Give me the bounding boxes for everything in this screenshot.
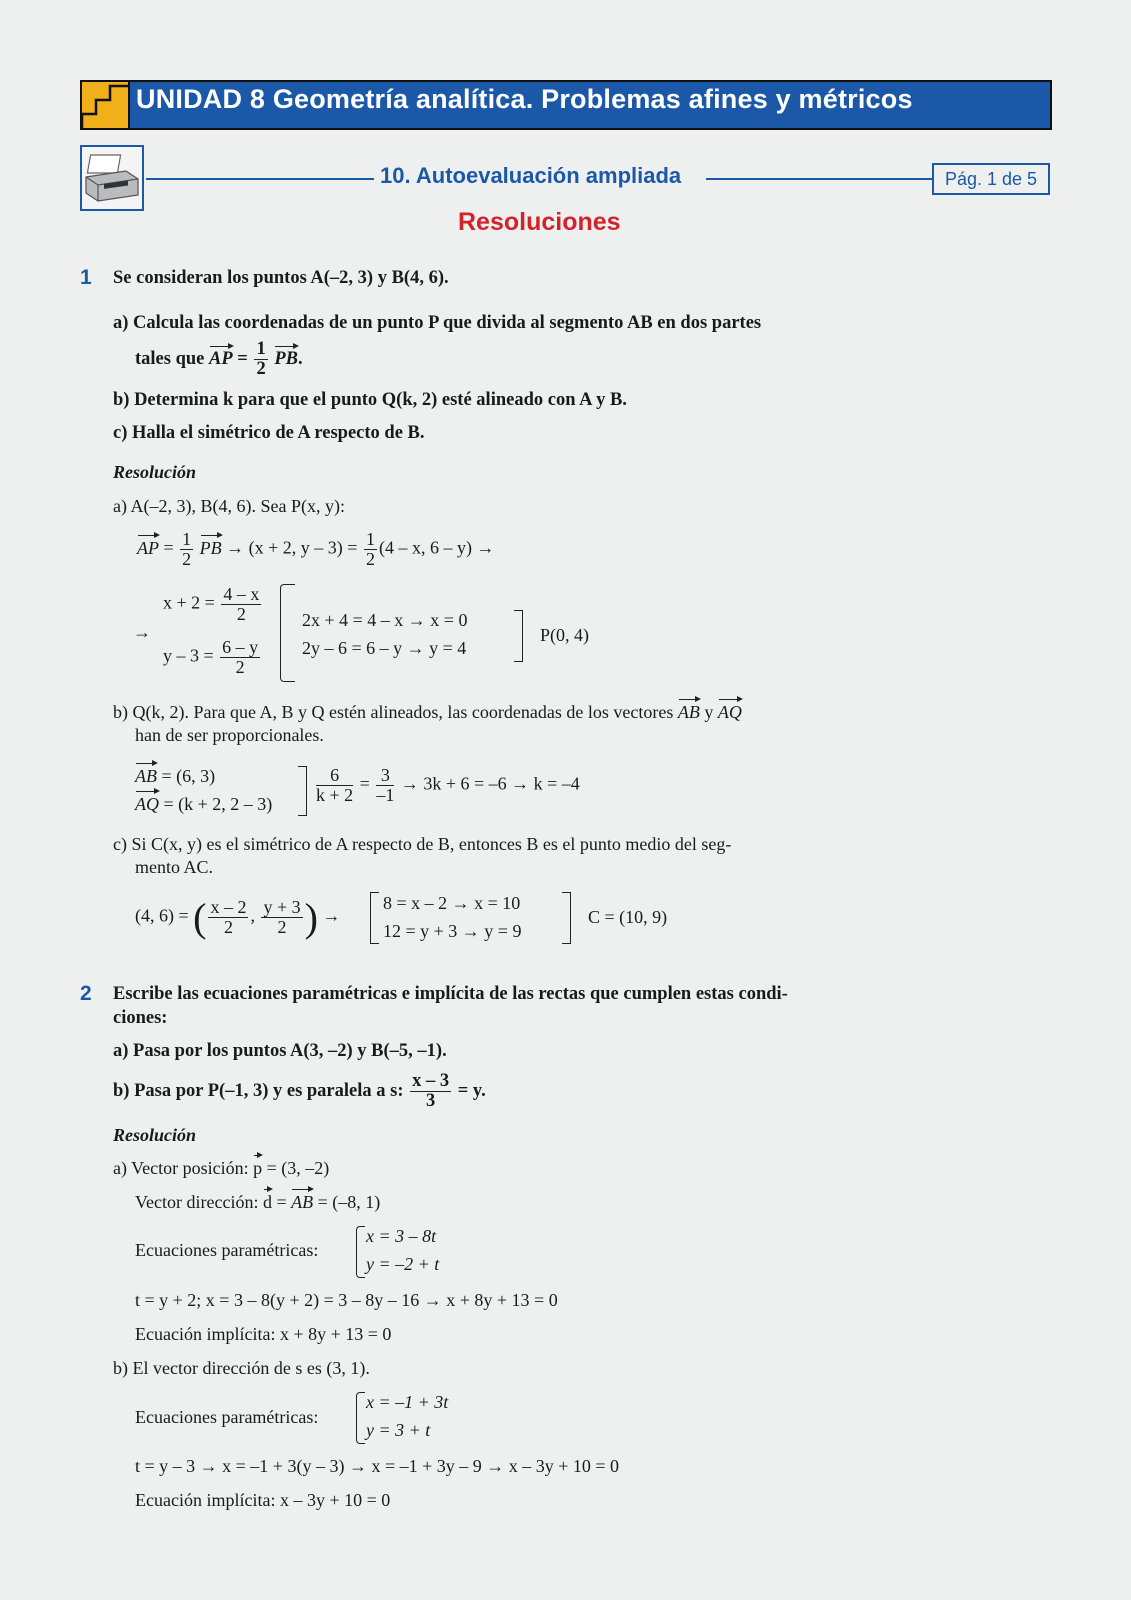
midpoint-system-2: 12 = y + 3 → y = 9 [383, 921, 522, 941]
page-indicator: Pág. 1 de 5 [932, 163, 1050, 195]
midpoint-brace-close [562, 892, 571, 944]
problem-1-part-b: b) Determina k para que el punto Q(k, 2) esté alineado con A y B. [113, 390, 627, 410]
arrow-symbol: → [133, 622, 151, 642]
problem-2-number: 2 [80, 982, 92, 1005]
system-left-1: x + 2 = $\frac{4 - x}{2}$ [163, 584, 260, 624]
problem-1-number: 1 [80, 266, 92, 289]
section-title: 10. Autoevaluación ampliada [380, 163, 682, 188]
problem-1-statement: Se consideran los puntos A(–2, 3) y B(4, 6). [113, 268, 449, 288]
vector-aq-value: AQ = (k + 2, 2 – 3) [135, 794, 273, 814]
resolution-1c-line2: mento AC. [135, 857, 214, 877]
resolution-1b-line2: han de ser proporcionales. [135, 725, 324, 745]
resolution-2b-derivation: t = y – 3 → x = –1 + 3(y – 3) → x = –1 + 3y – 9 → x – 3y + 10 = 0 [135, 1456, 620, 1476]
resolution-2a-direction: Vector dirección: d = AB = (–8, 1) [135, 1192, 381, 1212]
param-brace-a [356, 1226, 365, 1278]
param-b-x: x = –1 + 3t [366, 1392, 449, 1412]
resolution-2a-implicit: Ecuación implícita: x + 8y + 13 = 0 [135, 1324, 392, 1344]
stairs-icon [80, 80, 130, 130]
system-right-1: 2x + 4 = 4 – x → x = 0 [302, 610, 468, 630]
header-rule-right [706, 178, 932, 180]
midpoint-brace-open [370, 892, 379, 944]
midpoint-equation: (4, 6) = ( $\frac{x - 2}{2}$ , $\frac{y + 3}{2}$ ) → [135, 895, 341, 940]
param-a-y: y = –2 + t [366, 1254, 440, 1274]
resolution-1c-line1: c) Si C(x, y) es el simétrico de A respecto de B, entonces B es el punto medio del seg- [113, 834, 732, 854]
param-b-y: y = 3 + t [366, 1420, 431, 1440]
param-label-a: Ecuaciones paramétricas: [135, 1240, 319, 1260]
resolution-label-1: Resolución [113, 462, 197, 482]
problem-1-part-a: a) Calcula las coordenadas de un punto P que divida al segmento AB en dos partes [113, 313, 762, 333]
resolution-1a-intro: a) A(–2, 3), B(4, 6). Sea P(x, y): [113, 496, 345, 516]
vector-ap: AP [209, 349, 233, 370]
proportion-brace [298, 766, 307, 816]
problem-1-part-a-formula: tales que AP = $\frac{1}{2}$ PB. [135, 339, 303, 380]
system-left-2: y – 3 = $\frac{6 - y}{2}$ [163, 637, 259, 677]
resolution-2b-direction: b) El vector dirección de s es (3, 1). [113, 1358, 370, 1378]
param-a-x: x = 3 – 8t [366, 1226, 437, 1246]
resolution-1a-equation: AP = $\frac{1}{2}$ PB → (x + 2, y – 3) = $\frac{1}{2}$ (4 – x, 6 – y) → [137, 529, 495, 569]
resolution-2a-derivation: t = y + 2; x = 3 – 8(y + 2) = 3 – 8y – 16 → x + 8y + 13 = 0 [135, 1290, 558, 1310]
solution-c: C = (10, 9) [588, 907, 668, 927]
resolution-1b-line1: b) Q(k, 2). Para que A, B y Q estén alineados, las coordenadas de los vectores AB y AQ [113, 702, 742, 722]
header-rule-left [146, 178, 374, 180]
problem-2-part-b: b) Pasa por P(–1, 3) y es paralela a s: $\frac{x - 3}{3}$ = y. [113, 1071, 486, 1112]
param-brace-b [356, 1392, 365, 1444]
proportion-equation: $\frac{6}{k + 2}$ = $\frac{3}{-1}$ → 3k + 6 = –6 → k = –4 [316, 765, 580, 805]
vector-pb: PB [274, 349, 298, 370]
vector-ab-value: AB = (6, 3) [135, 766, 216, 786]
resolution-2b-implicit: Ecuación implícita: x – 3y + 10 = 0 [135, 1490, 391, 1510]
problem-2-statement-1: Escribe las ecuaciones paramétricas e implícita de las rectas que cumplen estas condi- [113, 984, 788, 1004]
system-right-2: 2y – 6 = 6 – y → y = 4 [302, 638, 467, 658]
printer-icon[interactable] [80, 145, 144, 211]
resolution-label-2: Resolución [113, 1125, 197, 1145]
problem-1-part-c: c) Halla el simétrico de A respecto de B. [113, 423, 425, 443]
problem-2-statement-2: ciones: [113, 1008, 168, 1028]
system-close-brace [514, 610, 523, 662]
param-label-b: Ecuaciones paramétricas: [135, 1407, 319, 1427]
problem-2-part-a: a) Pasa por los puntos A(3, –2) y B(–5, –1). [113, 1041, 447, 1061]
solution-p: P(0, 4) [540, 625, 589, 645]
midpoint-system-1: 8 = x – 2 → x = 10 [383, 893, 521, 913]
resolution-2a-position: a) Vector posición: p = (3, –2) [113, 1158, 330, 1178]
system-brace [280, 584, 295, 682]
page-subtitle: Resoluciones [458, 208, 621, 236]
unit-title: UNIDAD 8 Geometría analítica. Problemas afines y métricos [136, 84, 913, 114]
